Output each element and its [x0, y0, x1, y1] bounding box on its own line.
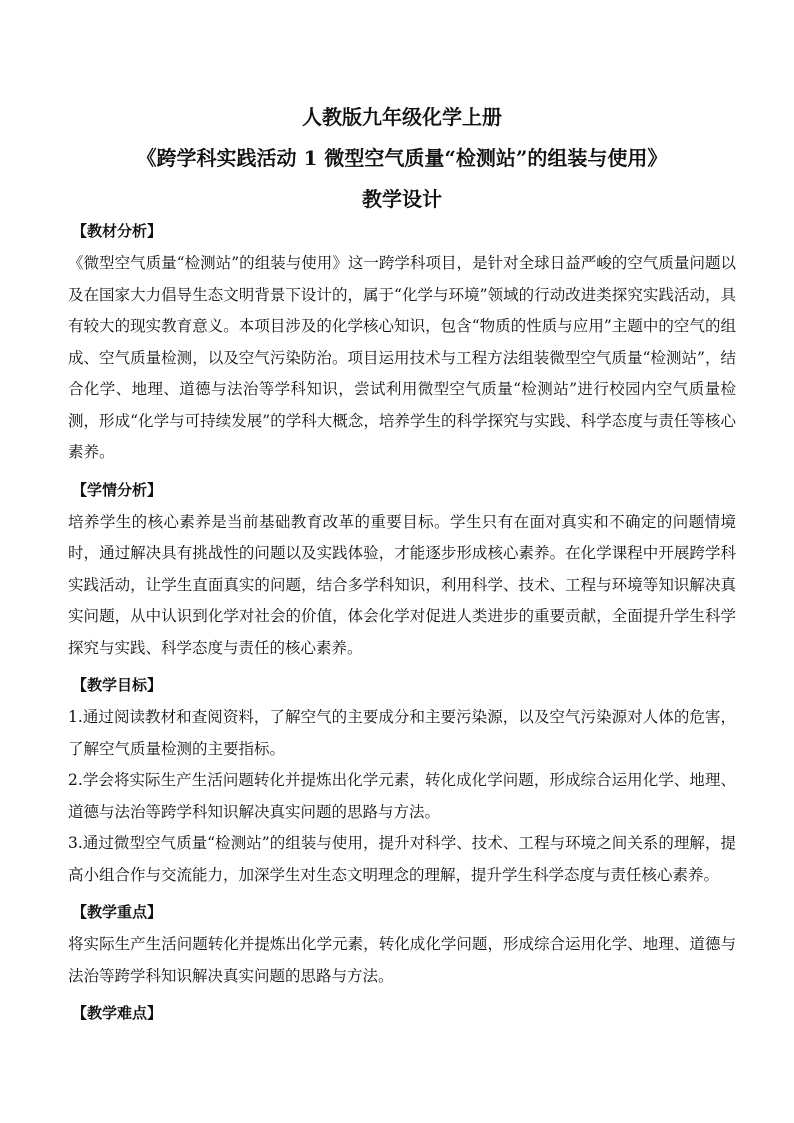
section-difficult-points	[68, 1004, 736, 1022]
objective-item: 3.通过微型空气质量“检测站”的组装与使用，提升对科学、技术、工程与环境之间关系的理解，提高小组合作与交流能力，加深学生对生态文明理念的理解，提升学生科学态度与责任核心素养。	[68, 834, 736, 884]
section-learner-analysis	[68, 481, 736, 665]
document-subtitle: 《跨学科实践活动 1 微型空气质量“检测站”的组装与使用》	[136, 146, 668, 170]
section-textbook-analysis	[68, 222, 736, 469]
section-paragraph: 《微型空气质量“检测站”的组装与使用》这一跨学科项目，是针对全球日益严峻的空气质量问题以及在国家大力倡导生态文明背景下设计的，属于“化学与环境”领域的行动改进类探究实践活动，具有较大的现实教育意义。本项目涉及的化学核心知识，包含“物质的性质与应用”主题中的空气的组成、空气质量检测，以及空气污染防治。项目运用技术与工程方法组装微型空气质量“检测站”，结合化学、地理、道德与法治等学科知识，尝试利用微型空气质量“检测站”进行校园内空气质量检测，形成“化学与可持续发展”的学科大概念，培养学生的科学探究与实践、科学态度与责任等核心素养。	[68, 254, 736, 461]
section-heading: 【教学目标】	[72, 676, 163, 694]
objective-item: 2.学会将实际生产生活问题转化并提炼出化学元素，转化成化学问题，形成综合运用化学、地理、道德与法治等跨学科知识解决真实问题的思路与方法。	[68, 771, 736, 821]
section-key-points	[68, 903, 736, 992]
document-title: 人教版九年级化学上册	[302, 105, 502, 129]
section-paragraph: 培养学生的核心素养是当前基础教育改革的重要目标。学生只有在面对真实和不确定的问题情境时，通过解决具有挑战性的问题以及实践体验，才能逐步形成核心素养。在化学课程中开展跨学科实践活动，让学生直面真实的问题，结合多学科知识，利用科学、技术、工程与环境等知识解决真实问题，从中认识到化学对社会的价值，体会化学对促进人类进步的重要贡献，全面提升学生科学探究与实践、科学态度与责任的核心素养。	[68, 512, 736, 657]
objective-item: 1.通过阅读教材和查阅资料，了解空气的主要成分和主要污染源，以及空气污染源对人体的危害，了解空气质量检测的主要指标。	[68, 708, 736, 758]
section-heading: 【教学难点】	[72, 1004, 163, 1022]
document-type-title: 教学设计	[362, 187, 442, 211]
section-heading: 【学情分析】	[72, 480, 163, 499]
section-heading: 【教学重点】	[72, 903, 163, 921]
section-paragraph: 将实际生产生活问题转化并提炼出化学元素，转化成化学问题，形成综合运用化学、地理、道德与法治等跨学科知识解决真实问题的思路与方法。	[68, 935, 736, 985]
section-heading: 【教材分析】	[72, 222, 163, 240]
section-teaching-objectives	[68, 676, 736, 891]
